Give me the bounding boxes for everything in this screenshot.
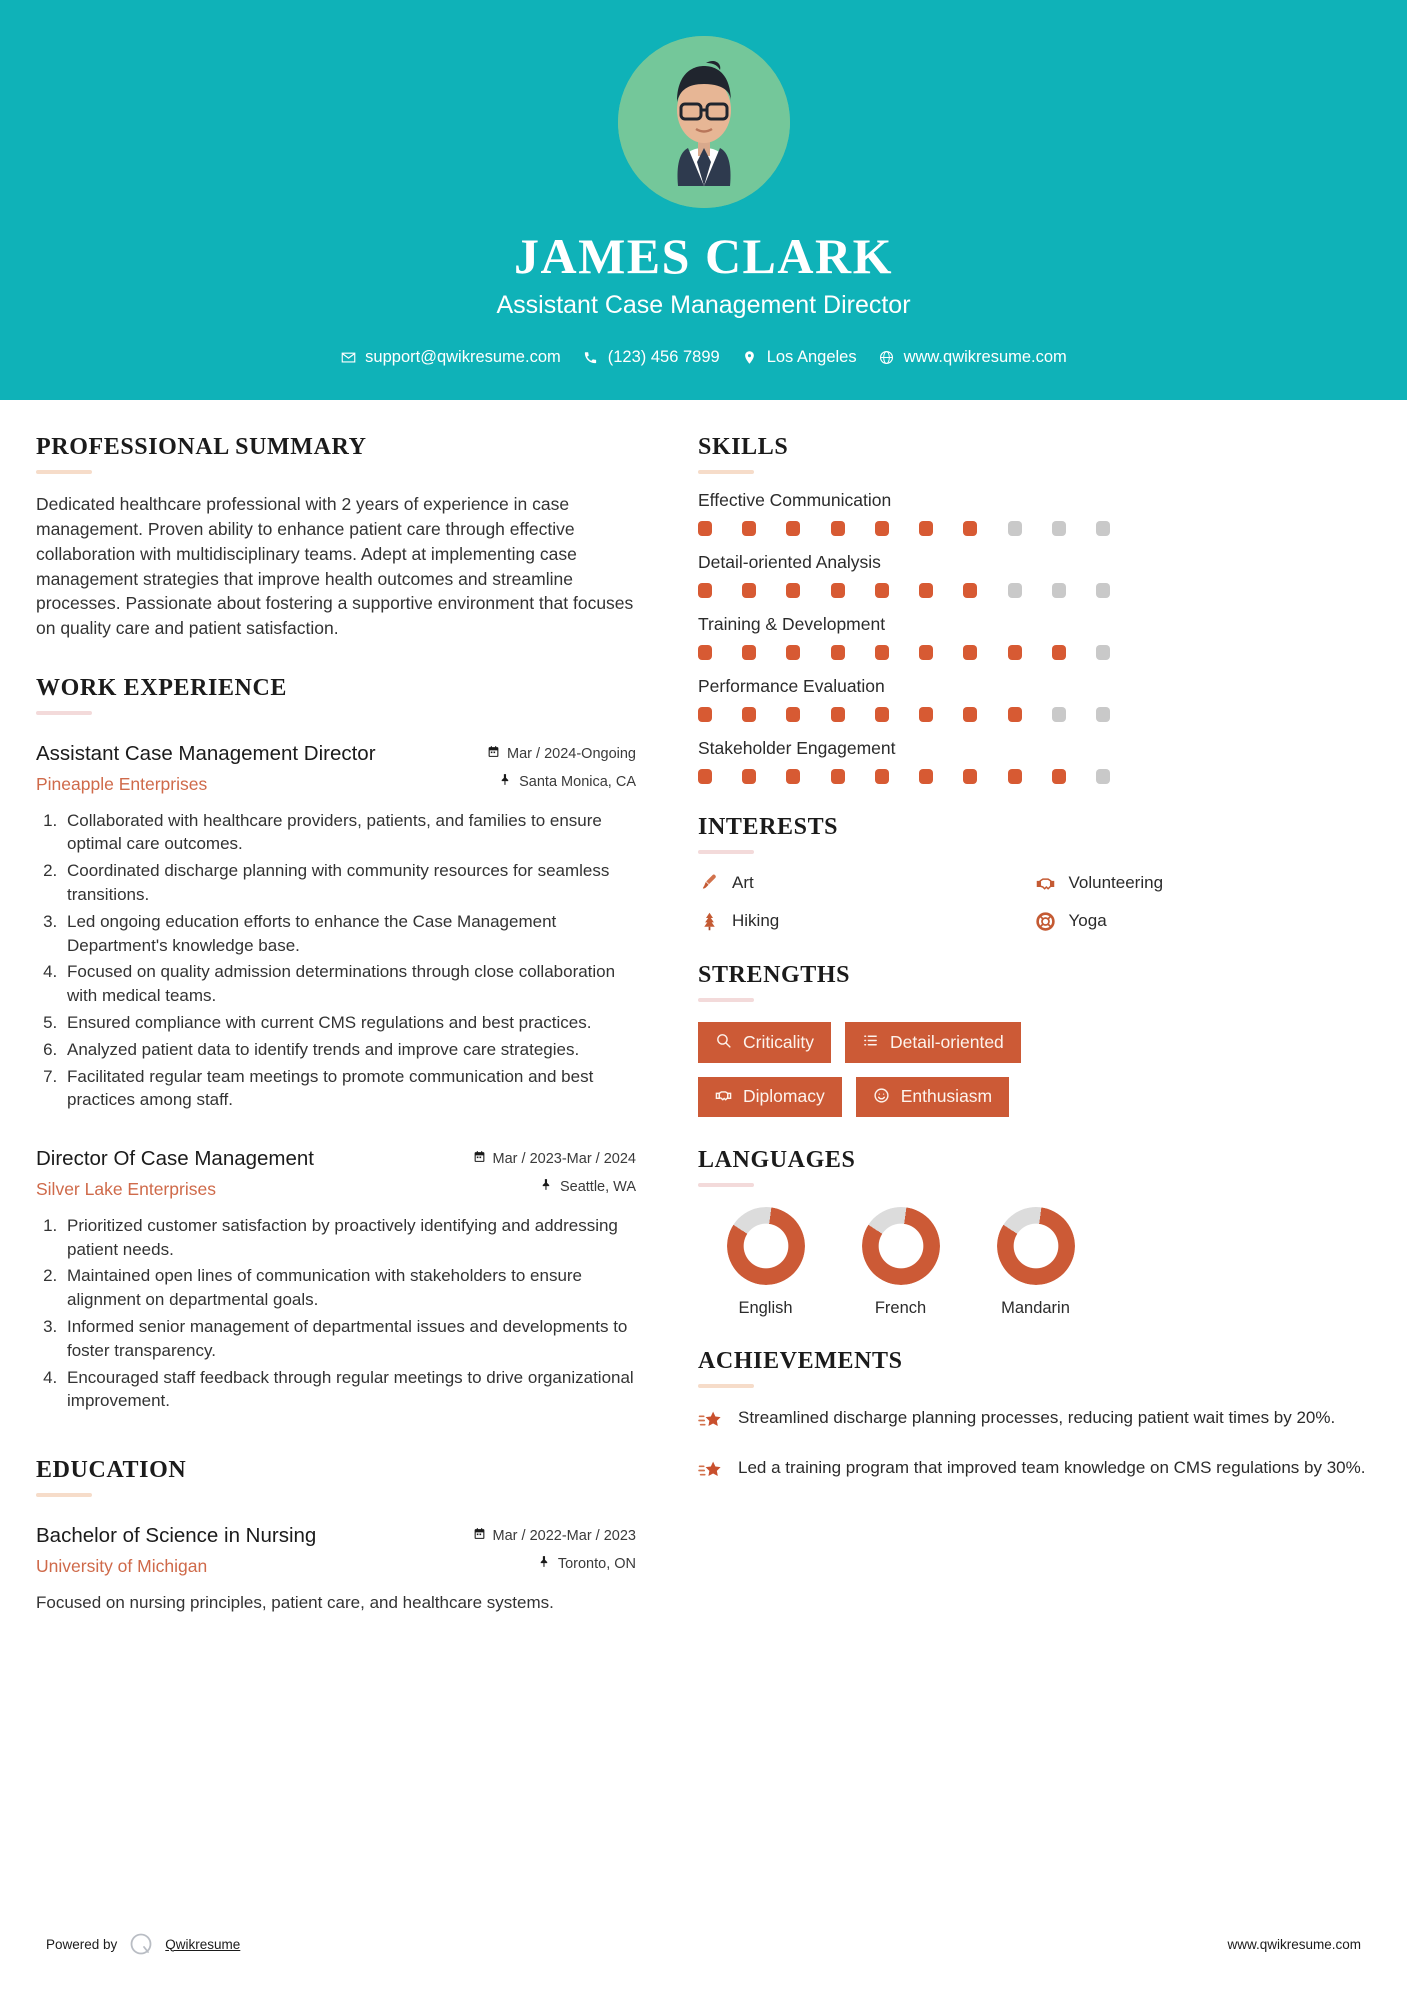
skill-item xyxy=(698,490,1371,536)
work-heading: WORK EXPERIENCE xyxy=(36,675,288,702)
job-bullet: 4. Focused on quality admission determinations through close collaboration with medical teams. xyxy=(62,960,636,1008)
language-item xyxy=(968,1207,1103,1318)
education-date xyxy=(473,1527,636,1544)
interest-item xyxy=(1035,872,1372,894)
skill-item xyxy=(698,614,1371,660)
job-title: Assistant Case Management Director xyxy=(36,742,376,766)
language-donut-chart xyxy=(727,1207,805,1285)
interests-heading: INTERESTS xyxy=(698,814,839,840)
job-location-text: Santa Monica, CA xyxy=(519,773,636,790)
job-bullets xyxy=(36,1214,636,1413)
rating-dot-empty xyxy=(1096,707,1110,722)
interest-label: Hiking xyxy=(732,911,780,930)
skills-list xyxy=(698,490,1371,784)
rating-dot-filled xyxy=(831,769,845,784)
candidate-role: Assistant Case Management Director xyxy=(496,290,911,319)
skill-rating xyxy=(698,769,1110,784)
location-pin-icon xyxy=(742,349,758,365)
rating-dot-filled xyxy=(1008,707,1022,722)
language-item xyxy=(698,1207,833,1318)
skill-item xyxy=(698,676,1371,722)
footer-url[interactable]: www.qwikresume.com xyxy=(1227,1936,1361,1952)
calendar-icon xyxy=(473,1527,486,1544)
rating-dot-filled xyxy=(742,583,756,598)
job-location-text: Seattle, WA xyxy=(559,1178,636,1195)
shooting-star-icon xyxy=(698,1456,724,1488)
rating-dot-filled xyxy=(698,707,712,722)
job-date-text: Mar / 2023-Mar / 2024 xyxy=(492,1150,636,1167)
rating-dot-filled xyxy=(963,645,977,660)
rating-dot-empty xyxy=(1052,707,1066,722)
pin-icon xyxy=(499,773,512,790)
contact-website-text: www.qwikresume.com xyxy=(903,347,1067,366)
rating-dot-filled xyxy=(742,769,756,784)
languages-list xyxy=(698,1207,1371,1318)
language-label: Mandarin xyxy=(1001,1299,1070,1317)
handshake-icon xyxy=(1035,872,1057,894)
interests-underline xyxy=(698,850,754,854)
language-label: English xyxy=(738,1299,793,1317)
summary-underline xyxy=(36,470,92,474)
job-bullet: 1. Prioritized customer satisfaction by proactively identifying and addressing patient needs. xyxy=(62,1214,636,1262)
achievements-heading: ACHIEVEMENTS xyxy=(698,1348,903,1374)
skill-item xyxy=(698,738,1371,784)
rating-dot-empty xyxy=(1052,521,1066,536)
pin-icon xyxy=(540,1178,553,1195)
education-underline xyxy=(36,1493,92,1497)
rating-dot-filled xyxy=(742,521,756,536)
powered-by-group xyxy=(46,1931,240,1957)
avatar xyxy=(618,36,790,208)
job-bullets xyxy=(36,809,636,1113)
interest-item xyxy=(1035,910,1372,932)
degree-title: Bachelor of Science in Nursing xyxy=(36,1524,317,1548)
list-icon xyxy=(862,1032,879,1053)
resume-body xyxy=(0,400,1407,1615)
strength-chip-detail-oriented[interactable] xyxy=(845,1022,1021,1063)
rating-dot-filled xyxy=(963,583,977,598)
shooting-star-icon xyxy=(698,1406,724,1438)
skill-name: Stakeholder Engagement xyxy=(698,738,896,758)
skill-item xyxy=(698,552,1371,598)
job-date-text: Mar / 2024-Ongoing xyxy=(507,745,636,762)
job-bullet: 1. Collaborated with healthcare providers, patients, and families to ensure optimal care outcomes. xyxy=(62,809,636,857)
job-organization: Silver Lake Enterprises xyxy=(36,1178,216,1199)
skill-rating xyxy=(698,583,1110,598)
job-bullet: 2. Coordinated discharge planning with community resources for seamless transitions. xyxy=(62,859,636,907)
rating-dot-filled xyxy=(963,769,977,784)
skills-underline xyxy=(698,470,754,474)
contact-email[interactable] xyxy=(340,348,561,367)
achievement-text: Led a training program that improved team knowledge on CMS regulations by 30%. xyxy=(738,1458,1366,1477)
interest-label: Art xyxy=(732,873,754,892)
skill-name: Training & Development xyxy=(698,614,886,634)
rating-dot-filled xyxy=(919,521,933,536)
education-entry xyxy=(36,1523,636,1614)
language-donut-chart xyxy=(862,1207,940,1285)
skill-name: Effective Communication xyxy=(698,490,892,510)
rating-dot-filled xyxy=(698,521,712,536)
calendar-icon xyxy=(487,745,500,762)
skill-rating xyxy=(698,707,1110,722)
strength-label: Criticality xyxy=(743,1031,814,1052)
job-organization: Pineapple Enterprises xyxy=(36,773,208,794)
powered-by-label: Powered by xyxy=(46,1936,118,1952)
job-bullet: 2. Maintained open lines of communication with stakeholders to ensure alignment on departmental goals. xyxy=(62,1264,636,1312)
rating-dot-empty xyxy=(1052,583,1066,598)
rating-dot-filled xyxy=(831,583,845,598)
interest-label: Yoga xyxy=(1068,911,1107,930)
education-date-text: Mar / 2022-Mar / 2023 xyxy=(492,1527,636,1544)
rating-dot-filled xyxy=(742,645,756,660)
work-underline xyxy=(36,711,92,715)
achievement-item xyxy=(698,1406,1371,1438)
rating-dot-filled xyxy=(963,707,977,722)
qwikresume-brand-link[interactable]: Qwikresume xyxy=(165,1936,241,1952)
magnifier-icon xyxy=(715,1032,732,1053)
left-column xyxy=(36,400,664,1615)
rating-dot-filled xyxy=(1008,645,1022,660)
rating-dot-filled xyxy=(831,521,845,536)
rating-dot-filled xyxy=(742,707,756,722)
rating-dot-filled xyxy=(875,707,889,722)
rating-dot-filled xyxy=(831,645,845,660)
languages-underline xyxy=(698,1183,754,1187)
interests-grid xyxy=(698,872,1371,932)
rating-dot-filled xyxy=(786,645,800,660)
job-location xyxy=(473,1178,636,1195)
rating-dot-empty xyxy=(1008,583,1022,598)
achievement-text: Streamlined discharge planning processes, reducing patient wait times by 20%. xyxy=(738,1408,1336,1427)
rating-dot-filled xyxy=(786,583,800,598)
rating-dot-filled xyxy=(919,769,933,784)
section-achievements xyxy=(698,1348,1371,1488)
candidate-name: JAMES CLARK xyxy=(513,228,894,284)
rating-dot-filled xyxy=(875,769,889,784)
job-bullet: 3. Led ongoing education efforts to enhance the Case Management Department's knowledge base. xyxy=(62,910,636,958)
rating-dot-filled xyxy=(875,521,889,536)
education-heading: EDUCATION xyxy=(36,1457,187,1484)
job-location xyxy=(487,773,636,790)
rating-dot-filled xyxy=(831,707,845,722)
interest-item xyxy=(698,910,1035,932)
contact-website[interactable] xyxy=(879,348,1067,367)
rating-dot-filled xyxy=(875,645,889,660)
section-languages xyxy=(698,1147,1371,1318)
rating-dot-filled xyxy=(919,707,933,722)
rating-dot-filled xyxy=(1052,769,1066,784)
rating-dot-empty xyxy=(1008,521,1022,536)
rating-dot-filled xyxy=(919,583,933,598)
job-date xyxy=(473,1150,636,1167)
education-description: Focused on nursing principles, patient care, and healthcare systems. xyxy=(36,1592,554,1612)
smiley-icon xyxy=(873,1087,890,1108)
education-location-text: Toronto, ON xyxy=(557,1555,636,1572)
achievement-item xyxy=(698,1456,1371,1488)
job-title: Director Of Case Management xyxy=(36,1147,315,1171)
globe-icon xyxy=(879,349,895,365)
contact-bar xyxy=(0,348,1407,367)
strength-label: Enthusiasm xyxy=(900,1086,993,1106)
rating-dot-filled xyxy=(1052,645,1066,660)
rating-dot-filled xyxy=(786,769,800,784)
job-bullet: 3. Informed senior management of departmental issues and developments to foster transparency. xyxy=(62,1315,636,1363)
rating-dot-filled xyxy=(786,521,800,536)
phone-icon xyxy=(583,349,599,365)
rating-dot-filled xyxy=(698,583,712,598)
contact-phone-text: (123) 456 7899 xyxy=(607,347,720,366)
strength-label: Detail-oriented xyxy=(889,1031,1004,1052)
job-bullet: 5. Ensured compliance with current CMS regulations and best practices. xyxy=(62,1011,636,1035)
section-professional-summary xyxy=(36,434,636,641)
strength-chip-diplomacy[interactable] xyxy=(698,1077,842,1118)
language-item xyxy=(833,1207,968,1318)
rating-dot-empty xyxy=(1096,521,1110,536)
rating-dot-empty xyxy=(1096,645,1110,660)
strengths-heading: STRENGTHS xyxy=(698,962,851,988)
resume-header xyxy=(0,0,1407,400)
interest-label: Volunteering xyxy=(1068,873,1164,892)
skill-name: Detail-oriented Analysis xyxy=(698,552,881,572)
summary-text: Dedicated healthcare professional with 2 years of experience in case management. Proven ability to enhance patient care through effective collaboration with multidisciplinary teams. Adept at implementing case management strategies that improve health outcomes and streamline processes. Passionate about fostering a supportive environment that focuses on quality care and patient satisfaction. xyxy=(36,494,634,639)
rating-dot-empty xyxy=(1096,769,1110,784)
contact-location xyxy=(742,348,857,367)
language-label: French xyxy=(874,1299,927,1317)
section-interests xyxy=(698,814,1371,932)
section-skills xyxy=(698,434,1371,784)
rating-dot-filled xyxy=(698,645,712,660)
rating-dot-filled xyxy=(786,707,800,722)
skill-rating xyxy=(698,645,1110,660)
education-location xyxy=(473,1555,636,1572)
summary-heading: PROFESSIONAL SUMMARY xyxy=(36,434,367,460)
language-donut-chart xyxy=(997,1207,1075,1285)
pin-icon xyxy=(538,1555,551,1572)
skill-rating xyxy=(698,521,1110,536)
achievements-underline xyxy=(698,1384,754,1388)
rating-dot-filled xyxy=(919,645,933,660)
school-name: University of Michigan xyxy=(36,1555,208,1576)
languages-heading: LANGUAGES xyxy=(698,1147,856,1173)
rating-dot-filled xyxy=(1008,769,1022,784)
strength-chip-enthusiasm[interactable] xyxy=(856,1077,1009,1118)
job-bullet: 7. Facilitated regular team meetings to promote communication and best practices among staff. xyxy=(62,1065,636,1113)
section-strengths xyxy=(698,962,1371,1117)
section-work-experience xyxy=(36,675,636,1413)
work-entry xyxy=(36,741,636,1112)
page-footer xyxy=(0,1898,1407,1990)
strength-label: Diplomacy xyxy=(743,1086,825,1106)
job-bullet: 6. Analyzed patient data to identify trends and improve care strategies. xyxy=(62,1038,636,1062)
strength-chip-criticality[interactable] xyxy=(698,1022,831,1063)
handshake-icon xyxy=(715,1087,732,1108)
rating-dot-filled xyxy=(875,583,889,598)
right-column xyxy=(664,400,1371,1615)
contact-location-text: Los Angeles xyxy=(766,347,857,366)
paintbrush-icon xyxy=(698,872,720,894)
rating-dot-filled xyxy=(698,769,712,784)
qwikresume-logo-icon xyxy=(128,1931,154,1957)
contact-phone[interactable] xyxy=(583,348,720,367)
strengths-underline xyxy=(698,998,754,1002)
envelope-icon xyxy=(340,349,356,365)
contact-email-text: support@qwikresume.com xyxy=(365,347,561,366)
job-date xyxy=(487,745,636,762)
calendar-icon xyxy=(473,1150,486,1167)
lifebuoy-icon xyxy=(1035,910,1057,932)
pine-tree-icon xyxy=(698,910,720,932)
job-bullet: 4. Encouraged staff feedback through regular meetings to drive organizational improvement. xyxy=(62,1366,636,1414)
skills-heading: SKILLS xyxy=(698,434,789,460)
work-entry xyxy=(36,1146,636,1413)
rating-dot-filled xyxy=(963,521,977,536)
skill-name: Performance Evaluation xyxy=(698,676,885,696)
section-education xyxy=(36,1457,636,1614)
rating-dot-empty xyxy=(1096,583,1110,598)
strengths-chip-group xyxy=(698,1022,1118,1117)
interest-item xyxy=(698,872,1035,894)
